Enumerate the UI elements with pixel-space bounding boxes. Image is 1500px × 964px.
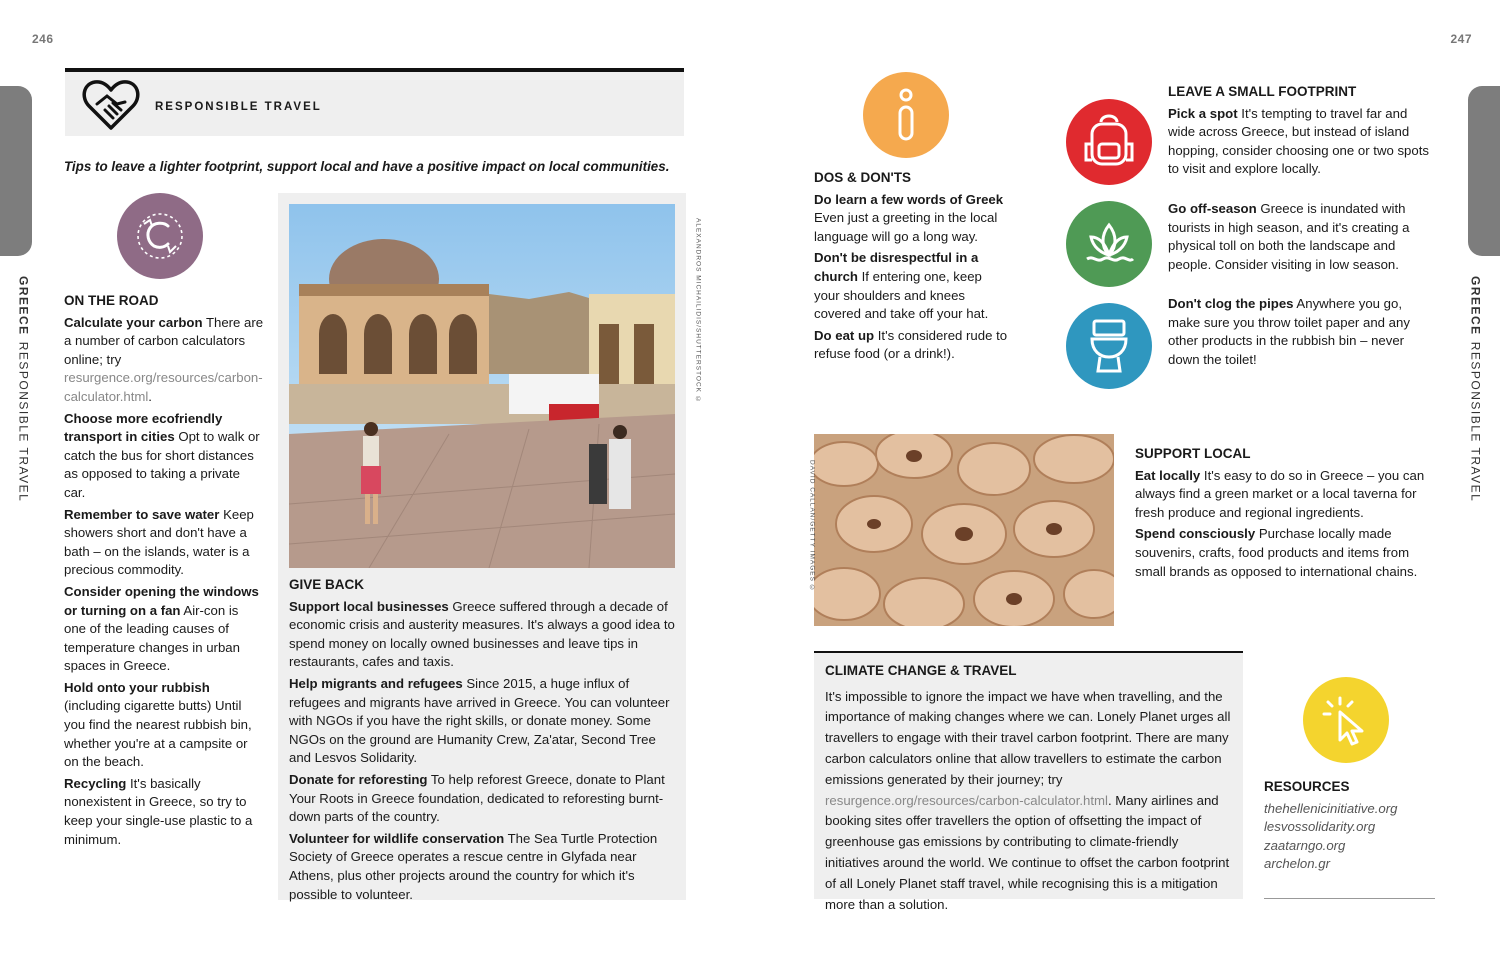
- list-item: Volunteer for wildlife conservation The Sea Turtle Protection Society of Greece operates a rescue centre in Glyfada near Athens, plus other projects around the country for which it's possible to volunteer.: [289, 830, 658, 902]
- footprint-column-2: [1168, 200, 1430, 277]
- resources-list: [1264, 778, 1439, 874]
- support-local-heading: SUPPORT LOCAL: [1135, 446, 1251, 461]
- resource-link[interactable]: zaatarngo.org: [1264, 837, 1346, 853]
- list-item: Spend consciously Purchase locally made souvenirs, crafts, food products and items from small brands as opposed to international chains.: [1135, 526, 1418, 579]
- chapter-tab-left: [0, 86, 32, 256]
- page-number-left: 246: [32, 32, 54, 46]
- carbon-cycle-icon: [117, 193, 203, 279]
- lotus-icon: [1066, 201, 1152, 287]
- resource-link[interactable]: thehellenicinitiative.org: [1264, 800, 1398, 816]
- resource-link[interactable]: archelon.gr: [1264, 856, 1330, 872]
- toilet-icon: [1066, 303, 1152, 389]
- list-item: Calculate your carbon There are a number of carbon calculators online; try resurgence.org/resources/carbon-calculator.html.: [64, 314, 264, 404]
- intro-text: Tips to leave a lighter footprint, support local and have a positive impact on local communities.: [64, 159, 670, 174]
- list-item: Support local businesses Greece suffered through a decade of economic crisis and austerity measures. It's always a good idea to spend money on locally owned businesses and leave tips in restaurants, cafes and taxis.: [289, 598, 675, 670]
- list-item: Recycling It's basically nonexistent in Greece, so try to keep your single-use plastic to a minimum.: [64, 775, 253, 847]
- side-label-right: [1466, 276, 1485, 502]
- footprint-column-3: [1168, 295, 1430, 372]
- list-item: Consider opening the windows or turning on a fan Air-con is one of the leading causes of temperature changes in urban spaces in Greece.: [64, 583, 259, 674]
- footprint-column: [1168, 83, 1430, 182]
- carbon-calculator-link[interactable]: resurgence.org/resources/carbon-calculator.html: [825, 792, 1108, 808]
- section-title: RESPONSIBLE TRAVEL: [155, 101, 322, 113]
- divider: [1264, 898, 1435, 899]
- give-back-heading: GIVE BACK: [289, 577, 365, 592]
- list-item: Pick a spot It's tempting to travel far and wide across Greece, but instead of island hopping, consider choosing one or two spots to visit and explore locally.: [1168, 105, 1429, 177]
- list-item: Donate for reforesting To help reforest Greece, donate to Plant Your Roots in Greece foundation, dedicated to reforesting burnt-down parts of the country.: [289, 771, 665, 825]
- cursor-click-icon: [1303, 677, 1389, 763]
- resources-heading: RESOURCES: [1264, 779, 1350, 794]
- section-header: [65, 68, 684, 136]
- page-number-right: 247: [1450, 32, 1472, 46]
- chapter-tab-right: [1468, 86, 1500, 256]
- athens-square-photo: [289, 204, 675, 568]
- photo-credit: DAVID CALLAN/GETTY IMAGES ©: [808, 460, 816, 593]
- list-item: Don't clog the pipes Anywhere you go, make sure you throw toilet paper and any other products in the rubbish bin – never down the toilet!: [1168, 296, 1410, 367]
- list-item: Go off-season Greece is inundated with tourists in high season, and it's creating a physical toll on both the landscape and people. Consider visiting in low season.: [1168, 201, 1410, 272]
- backpack-icon: [1066, 99, 1152, 185]
- climate-heading: CLIMATE CHANGE & TRAVEL: [825, 663, 1017, 678]
- list-item: Help migrants and refugees Since 2015, a huge influx of refugees and migrants have arrived in Greece. You can volunteer with NGOs if you have the right skills, or donate money. Some NGOs on the ground are Humanity Crew, Za'atar, Second Tree and Lesvos Solidarity.: [289, 675, 670, 766]
- list-item: Choose more ecofriendly transport in cities Opt to walk or catch the bus for short distances as opposed to taking a private car.: [64, 410, 260, 500]
- give-back-column: [289, 576, 677, 907]
- info-icon: [863, 72, 949, 158]
- list-item: Do learn a few words of Greek Even just a greeting in the local language will go a long way.: [814, 191, 1004, 244]
- photo-credit: ALEXANDROS MICHAILIDIS/SHUTTERSTOCK ©: [694, 218, 702, 404]
- side-label-section: RESPONSIBLE TRAVEL: [16, 341, 31, 503]
- carbon-calculator-link[interactable]: resurgence.org/resources/carbon-calculator.html: [64, 370, 263, 404]
- support-local-column: [1135, 445, 1425, 584]
- list-item: Don't be disrespectful in a church If entering one, keep your shoulders and knees covered and take off your hat.: [814, 250, 989, 322]
- side-label-country: GREECE: [1468, 276, 1483, 336]
- heart-handshake-icon: [81, 76, 141, 134]
- side-label-left: [14, 276, 33, 502]
- list-item: Hold onto your rubbish (including cigarette butts) Until you find the nearest rubbish bin, whether you're at a campsite or on the beach.: [64, 679, 252, 770]
- side-label-section: RESPONSIBLE TRAVEL: [1468, 341, 1483, 503]
- list-item: Eat locally It's easy to do so in Greece – you can always find a green market or a local taverna for fresh produce and regional ingredients.: [1135, 467, 1425, 520]
- side-label-country: GREECE: [16, 276, 31, 336]
- list-item: Do eat up It's considered rude to refuse food (or a drink!).: [814, 327, 1008, 362]
- resource-link[interactable]: lesvossolidarity.org: [1264, 819, 1376, 835]
- climate-change-box: [814, 651, 1243, 912]
- dos-donts-column: [814, 169, 1010, 367]
- footprint-heading: LEAVE A SMALL FOOTPRINT: [1168, 84, 1357, 99]
- on-the-road-heading: ON THE ROAD: [64, 293, 159, 308]
- dos-donts-heading: DOS & DON'TS: [814, 170, 911, 185]
- list-item: Remember to save water Keep showers short and don't have a bath – on the islands, water is a precious commodity.: [64, 506, 254, 578]
- clay-pots-photo: [814, 434, 1114, 626]
- on-the-road-column: [64, 292, 264, 852]
- climate-text: It's impossible to ignore the impact we have when travelling, and the importance of making changes where we can. Lonely Planet urges all travellers to engage with their travel carbon footprint. There are many carbon calculators online that allow travellers to estimate the carbon emissions generated by their journey; try resurgence.org/resources/carbon-calculator.html. Many airlines and booking sites offer travellers the option of offsetting the impact of greenhouse gas emissions by contributing to climate-friendly initiatives around the world. We continue to offset the carbon footprint of all Lonely Planet staff travel, while recognising this is a mitigation more than a solution.: [825, 688, 1231, 912]
